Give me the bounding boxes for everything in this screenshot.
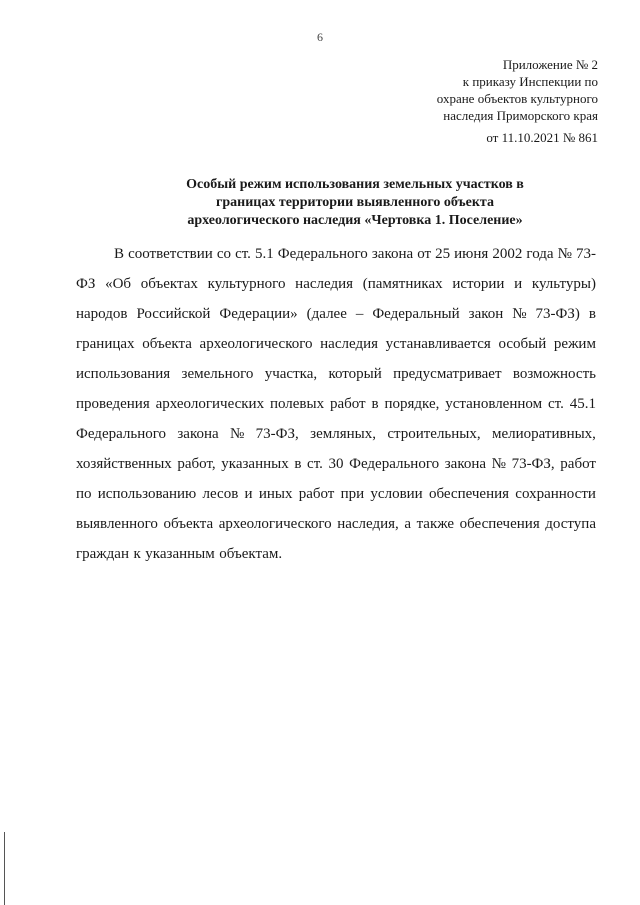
body-word: 73-ФЗ) (535, 306, 580, 322)
body-word: и (244, 486, 253, 502)
body-word: ФЗ (76, 276, 96, 292)
body-word: Федеральный (372, 306, 460, 322)
body-word: граждан (76, 546, 129, 562)
body-word: в (371, 396, 379, 412)
body-line (76, 479, 596, 509)
body-word: Федерального (76, 426, 167, 442)
body-line (76, 449, 596, 479)
order-date: от 11.10.2021 № 861 (486, 130, 598, 145)
page-number: 6 (317, 30, 323, 44)
body-word: 2002 (492, 246, 523, 262)
body-word: и (514, 276, 523, 292)
title-line: границах территории выявленного объекта (216, 195, 494, 210)
body-word: археологического (218, 516, 332, 532)
body-word: № (230, 426, 245, 442)
body-word: условии (370, 486, 423, 502)
body-word: обеспечения (428, 486, 510, 502)
body-word: со (216, 246, 232, 262)
appendix-line: охране объектов культурного (436, 91, 598, 106)
body-word: соответствии (128, 246, 213, 262)
body-word: 25 (435, 246, 451, 262)
body-word: иных (258, 486, 293, 502)
body-line (76, 539, 596, 569)
body-word: археологических (155, 396, 265, 412)
body-word: проведения (76, 396, 150, 412)
body-word: 5.1 (254, 246, 274, 262)
body-line (76, 299, 596, 329)
body-word: наследия (295, 276, 354, 292)
body-word: при (340, 486, 365, 502)
body-word: полевых (269, 396, 325, 412)
body-word: по (76, 486, 92, 502)
body-word: года (526, 246, 554, 262)
body-word: объекта (163, 516, 214, 532)
body-word: наследия (320, 336, 379, 352)
body-word: закона (177, 426, 219, 442)
body-word: указанным (145, 546, 215, 562)
body-word: закона (371, 246, 414, 262)
title-line: археологического наследия «Чертовка 1. Поселение» (187, 213, 523, 228)
body-word: в (588, 306, 596, 322)
body-line (76, 269, 596, 299)
body-word: № (512, 306, 527, 322)
margin-line (4, 832, 5, 905)
body-word: № (491, 456, 506, 472)
body-word: объекта (142, 336, 192, 352)
appendix-line: наследия Приморского края (443, 108, 598, 123)
document-title (0, 176, 640, 230)
body-word: земельного (181, 366, 254, 382)
body-word: «Об (105, 276, 132, 292)
appendix-line: Приложение № 2 (502, 57, 598, 72)
body-word: мелиоративных, (491, 426, 596, 442)
body-word: возможность (512, 366, 596, 382)
body-word: В (114, 246, 125, 262)
body-word: ст. (307, 456, 323, 472)
body-word: – (355, 306, 364, 322)
body-word: закона (444, 456, 487, 472)
body-line (76, 359, 596, 389)
body-word: порядке, (384, 396, 440, 412)
body-word: ст. (235, 246, 251, 262)
body-word: участка, (264, 366, 318, 382)
body-word: закон (468, 306, 504, 322)
body-word: использованию (97, 486, 197, 502)
body-line (76, 329, 596, 359)
body-word: работ, (177, 456, 216, 472)
body-word: доступа (545, 516, 596, 532)
body-word: (далее (306, 306, 347, 322)
appendix-header (437, 56, 598, 124)
body-word: хозяйственных (76, 456, 172, 472)
body-word: а (404, 516, 412, 532)
body-line (76, 239, 596, 269)
body-word: земляных, (310, 426, 376, 442)
body-word: от (417, 246, 432, 262)
body-word: сохранности (515, 486, 596, 502)
body-word: № (557, 246, 572, 262)
body-word: 73-ФЗ, (511, 456, 555, 472)
body-word: культуры) (531, 276, 596, 292)
body-word: использования (76, 366, 171, 382)
body-line (76, 419, 596, 449)
body-word: границах (76, 336, 135, 352)
body-word: Российской (136, 306, 211, 322)
body-word: также (416, 516, 455, 532)
body-line (76, 509, 596, 539)
body-word: 30 (328, 456, 344, 472)
body-word: предусматривает (393, 366, 502, 382)
body-word: обеспечения (459, 516, 540, 532)
body-word: 73- (575, 246, 596, 262)
body-word: работ (329, 396, 366, 412)
body-word: июня (454, 246, 489, 262)
body-word: строительных, (387, 426, 481, 442)
body-word: Федерального (349, 456, 440, 472)
body-word: устанавливается (385, 336, 491, 352)
title-line: Особый режим использования земельных участков в (186, 177, 524, 192)
body-word: объектам. (219, 546, 283, 562)
body-word: наследия, (337, 516, 399, 532)
body-word: культурного (207, 276, 286, 292)
body-word: истории (452, 276, 505, 292)
body-word: Федерации» (219, 306, 298, 322)
body-word: 73-ФЗ, (255, 426, 299, 442)
body-word: выявленного (76, 516, 158, 532)
body-word: лесов (202, 486, 239, 502)
body-word: (памятниках (362, 276, 443, 292)
body-word: указанных (221, 456, 289, 472)
body-word: который (328, 366, 382, 382)
body-word: объектах (140, 276, 198, 292)
body-word: Федерального (277, 246, 368, 262)
body-word: режим (553, 336, 596, 352)
body-word: 45.1 (569, 396, 596, 412)
body-word: археологического (199, 336, 313, 352)
appendix-line: к приказу Инспекции по (462, 74, 598, 89)
body-word: установленном (445, 396, 543, 412)
body-word: ст. (547, 396, 564, 412)
body-line (76, 389, 596, 419)
body-word: особый (498, 336, 547, 352)
body-word: работ (560, 456, 596, 472)
body-word: народов (76, 306, 128, 322)
body-word: к (133, 546, 141, 562)
body-word: в (294, 456, 302, 472)
body-word: работ (298, 486, 335, 502)
body-paragraph (76, 239, 596, 569)
